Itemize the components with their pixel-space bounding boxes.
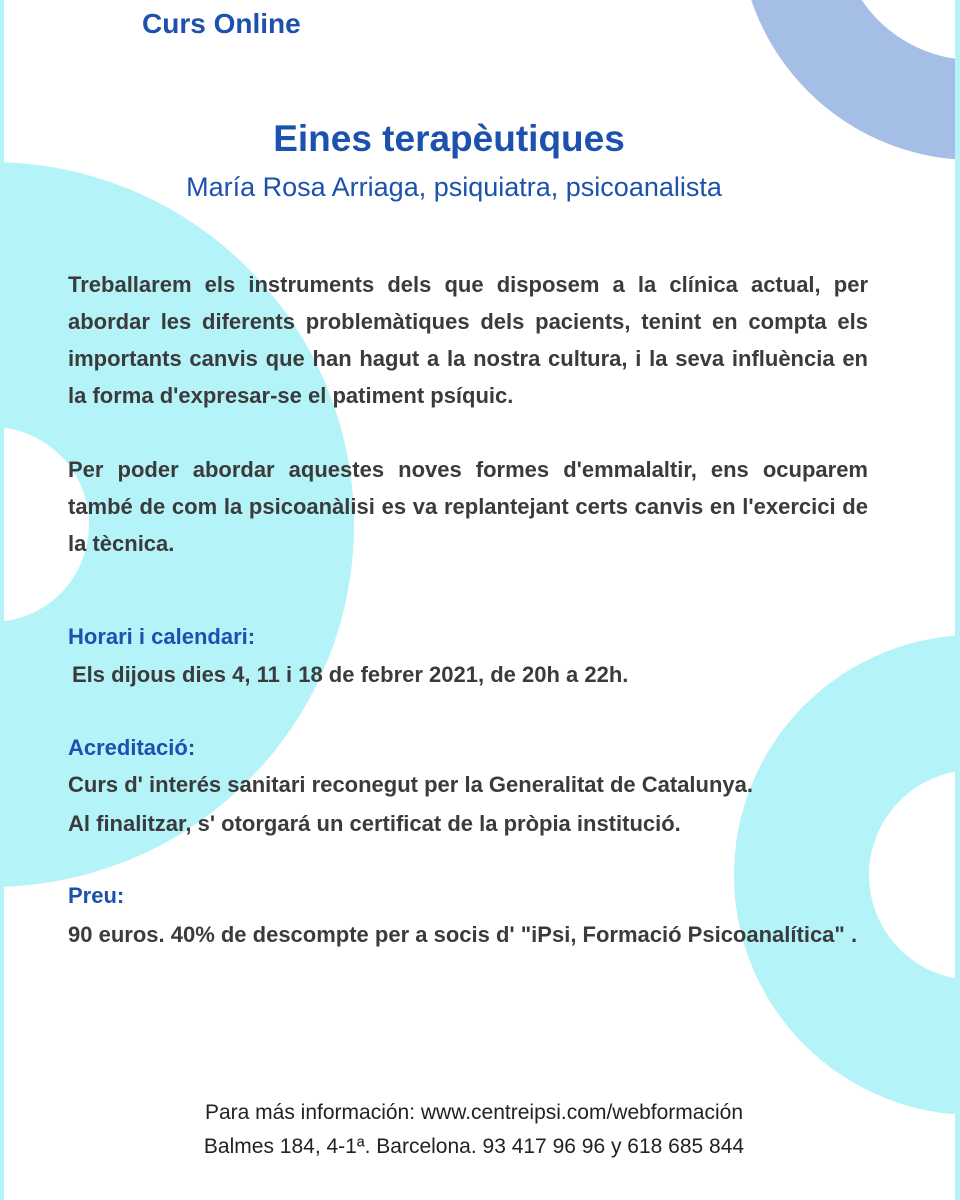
schedule-heading: Horari i calendari: — [68, 624, 256, 649]
instructor-name: María Rosa Arriaga, psiquiatra, psicoanalista — [186, 172, 722, 202]
price-text: 90 euros. 40% de descompte per a socis d' "iPsi, Formació Psicoanalítica" . — [68, 922, 858, 947]
footer-info-line: Para más información: www.centreipsi.com/webformación — [204, 1101, 744, 1124]
description-paragraph-1: Treballarem els instruments dels que disposem a la clínica actual, per abordar les diferents problemàtiques dels pacients, tenint en compta els importants canvis que han hagut a la nostra cultura, i la seva influència en la forma d'expresar-se el patiment psíquic. — [68, 272, 868, 408]
accreditation-heading: Acreditació: — [68, 735, 196, 760]
accreditation-line-1: Curs d' interés sanitari reconegut per la Generalitat de Catalunya. — [68, 772, 753, 797]
schedule-text: Els dijous dies 4, 11 i 18 de febrer 2021, de 20h a 22h. — [72, 662, 629, 687]
accreditation-line-2: Al finalitzar, s' otorgará un certificat de la pròpia institució. — [68, 811, 681, 836]
course-type-label: Curs Online — [142, 8, 301, 39]
price-heading: Preu: — [68, 883, 125, 908]
footer-address-line: Balmes 184, 4-1ª. Barcelona. 93 417 96 96 y 618 685 844 — [203, 1135, 745, 1158]
decorative-ring-bottom-right — [734, 635, 960, 1115]
course-title: Eines terapèutiques — [273, 118, 625, 159]
description-paragraph-2: Per poder abordar aquestes noves formes d'emmalaltir, ens ocuparem també de com la psicoanàlisi es va replantejant certs canvis en l'exercici de la tècnica. — [68, 457, 868, 556]
